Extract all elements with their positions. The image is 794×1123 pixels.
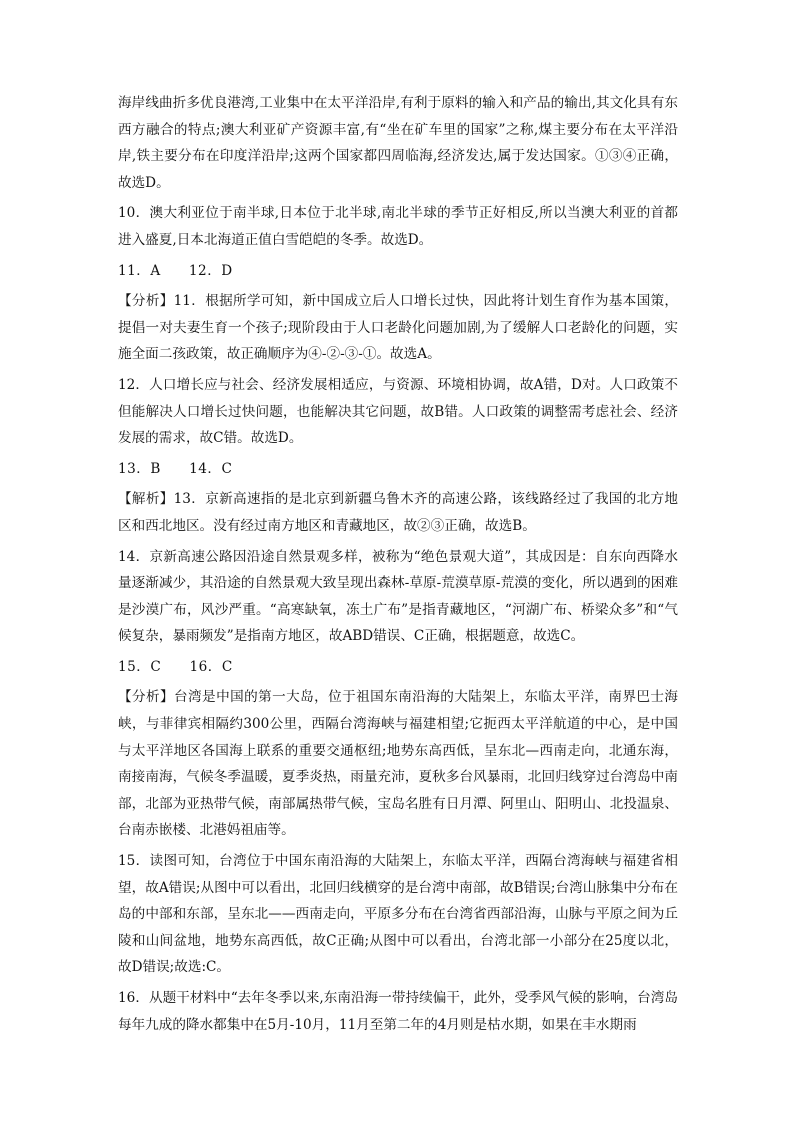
paragraph-q10: 10．澳大利亚位于南半球,日本位于北半球,南北半球的季节正好相反,所以当澳大利亚的首都进入盛夏,日本北海道正值白雪皑皑的冬季。故选D。 — [118, 205, 678, 248]
answer-line-15-16: 15．C 16．C — [118, 658, 233, 675]
paragraph-q12: 12．人口增长应与社会、经济发展相适应，与资源、环境相协调，故A错，D对。人口政策不但能解决人口增长过快问题，也能解决其它问题，故B错。人口政策的调整需考虑社会、经济发展的需求，故C错。故选D。 — [118, 376, 678, 447]
answer-line-11-12: 11．A 12．D — [118, 262, 233, 279]
paragraph-analysis-13: 【解析】13．京新高速指的是北京到新疆乌鲁木齐的高速公路，该线路经过了我国的北方地区和西北地区。没有经过南方地区和青藏地区，故②③正确，故选B。 — [118, 491, 678, 534]
paragraph-q9-continued: 海岸线曲折多优良港湾,工业集中在太平洋沿岸,有利于原料的输入和产品的输出,其文化具有东西方融合的特点;澳大利亚矿产资源丰富,有“坐在矿车里的国家”之称,煤主要分布在太平洋沿岸,铁主要分布在印度洋沿岸;这两个国家都四周临海,经济发达,属于发达国家。①③④正确，故选D。 — [118, 95, 678, 191]
paragraph-q14: 14．京新高速公路因沿途自然景观多样，被称为“绝色景观大道”，其成因是：自东向西降水量逐渐减少，其沿途的自然景观大致呈现出森林-草原-荒漠草原-荒漠的变化，所以遇到的困难是沙漠广布，风沙严重。“高寒缺氧，冻土广布”是指青藏地区，“河湖广布、桥梁众多”和“气候复杂，暴雨频发”是指南方地区，故ABD错误、C正确，根据题意，故选C。 — [118, 548, 678, 645]
paragraph-q16: 16．从题干材料中“去年冬季以来,东南沿海一带持续偏干，此外，受季风气候的影响，台湾岛每年九成的降水都集中在5月-10月，11月至第二年的4月则是枯水期，如果在丰水期雨 — [118, 990, 678, 1033]
answer-text-body — [118, 90, 678, 1038]
answer-line-13-14: 13．B 14．C — [118, 460, 233, 477]
paragraph-analysis-11: 【分析】11．根据所学可知，新中国成立后人口增长过快，因此将计划生育作为基本国策，提倡一对夫妻生育一个孩子;现阶段由于人口老龄化问题加剧,为了缓解人口老龄化的问题，实施全面二孩政策，故正确顺序为④-②-③-①。故选A。 — [118, 293, 678, 363]
paragraph-analysis-15: 【分析】台湾是中国的第一大岛，位于祖国东南沿海的大陆架上，东临太平洋，南界巴士海峡，与菲律宾相隔约300公里，西隔台湾海峡与福建相望;它扼西太平洋航道的中心，是中国与太平洋地区各国海上联系的重要交通枢纽;地势东高西低，呈东北—西南走向，北通东海，南接南海，气候冬季温暖，夏季炎热，雨量充沛，夏秋多台风暴雨，北回归线穿过台湾岛中南部，北部为亚热带气候，南部属热带气候，宝岛名胜有日月潭、阿里山、阳明山、北投温泉、台南赤嵌楼、北港妈祖庙等。 — [118, 689, 678, 839]
paragraph-q15: 15．读图可知，台湾位于中国东南沿海的大陆架上，东临太平洋，西隔台湾海峡与福建省相望，故A错误;从图中可以看出，北回归线横穿的是台湾中南部，故B错误;台湾山脉集中分布在岛的中部和东部，呈东北——西南走向，平原多分布在台湾省西部沿海，山脉与平原之间为丘陵和山间盆地，地势东高西低，故C正确;从图中可以看出，台湾北部一小部分在25度以北，故D错误;故选:C。 — [118, 853, 678, 976]
